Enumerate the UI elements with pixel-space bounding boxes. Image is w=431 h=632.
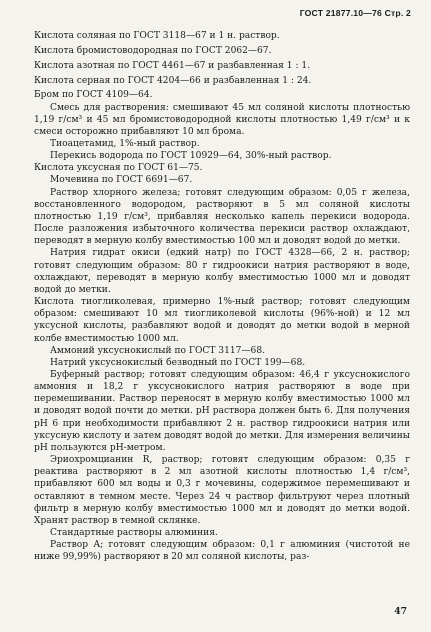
paragraph: Аммоний уксуснокислый по ГОСТ 3117—68. — [50, 345, 266, 356]
paragraph: Перекись водорода по ГОСТ 10929—64, 30%-ный раствор. — [50, 151, 332, 162]
paragraph: Тиоацетамид, 1%-ный раствор. — [50, 139, 200, 149]
page-body — [34, 30, 410, 563]
paragraph: Мочевина по ГОСТ 6691—67. — [50, 175, 193, 186]
paragraph: Кислота уксусная по ГОСТ 61—75. — [34, 163, 203, 174]
paragraph: Смесь для растворения: смешивают 45 мл соляной кислоты плотностью 1,19 г/см³ и 45 мл бромистоводородной кислоты плотностью 1,49 г/см³ и к смеси осторожно прибавляют 10 мл брома. — [34, 102, 410, 137]
paragraph: Бром по ГОСТ 4109—64. — [34, 90, 153, 101]
paragraph: Кислота тиогликолевая, примерно 1%-ный раствор; готовят следующим образом: смешивают 10 мл тиогликолевой кислоты (96%-ной) и 12 мл уксусной кислоты, разбавляют водой и доводят до метки водой в мерной колбе вместимостью 1000 мл. — [34, 297, 410, 344]
page-number: 47 — [394, 606, 407, 617]
paragraph: Кислота серная по ГОСТ 4204—66 и разбавленная 1 : 24. — [34, 75, 312, 86]
paragraph: Кислота соляная по ГОСТ 3118—67 и 1 н. раствор. — [34, 31, 280, 41]
paragraph: Кислота бромистоводородная по ГОСТ 2062—67. — [34, 45, 272, 56]
paragraph: Стандартные растворы алюминия. — [50, 528, 218, 538]
paragraph: Кислота азотная по ГОСТ 4461—67 и разбавленная 1 : 1. — [34, 60, 311, 71]
page-header: ГОСТ 21877.10—76 Стр. 2 — [299, 8, 411, 18]
paragraph: Натрий уксуснокислый безводный по ГОСТ 199—68. — [50, 357, 306, 368]
paragraph: Раствор А; готовят следующим образом: 0,1 г алюминия (чистотой не ниже 99,99%) растворяют в 20 мл соляной кислоты, раз- — [34, 540, 410, 563]
paragraph: Эриохромцианин R, раствор; готовят следующим образом: 0,35 г реактива растворяют в 2 мл азотной кислоты плотностью 1,4 г/см³, прибавляют 600 мл воды и 0,3 г мочевины, содержимое перемешивают и оставляют в темном месте. Через 24 ч раствор фильтруют через плотный фильтр в мерную колбу вместимостью 1000 мл и доводят до метки водой. Хранят раствор в темной склянке. — [34, 455, 410, 526]
paragraph: Буферный раствор; готовят следующим образом: 46,4 г уксуснокислого аммония и 18,2 г уксуснокислого натрия растворяют в воде при перемешивании. Раствор переносят в мерную колбу вместимостью 1000 мл и доводят водой почти до метки. pH раствора должен быть 6. Для получения pH 6 при необходимости прибавляют 2 н. раствор гидроокиси натрия или уксусную кислоту и затем доводят водой до метки. Для измерения величины pH пользуются pH-метром. — [34, 369, 410, 453]
paragraph: Натрия гидрат окиси (едкий натр) по ГОСТ 4328—66, 2 н. раствор; готовят следующим образом: 80 г гидроокиси натрия растворяют в воде, охлаждают, переводят в мерную колбу вместимостью 1000 мл и доводят водой до метки. — [34, 248, 410, 295]
paragraph: Раствор хлорного железа; готовят следующим образом: 0,05 г железа, восстановленного водородом, растворяют в 5 мл соляной кислоты плотностью 1,19 г/см³, прибавляя несколько капель перекиси водорода. После разложения избыточного количества перекиси раствор охлаждают, переводят в мерную колбу вместимостью 100 мл и доводят водой до метки. — [34, 187, 410, 247]
